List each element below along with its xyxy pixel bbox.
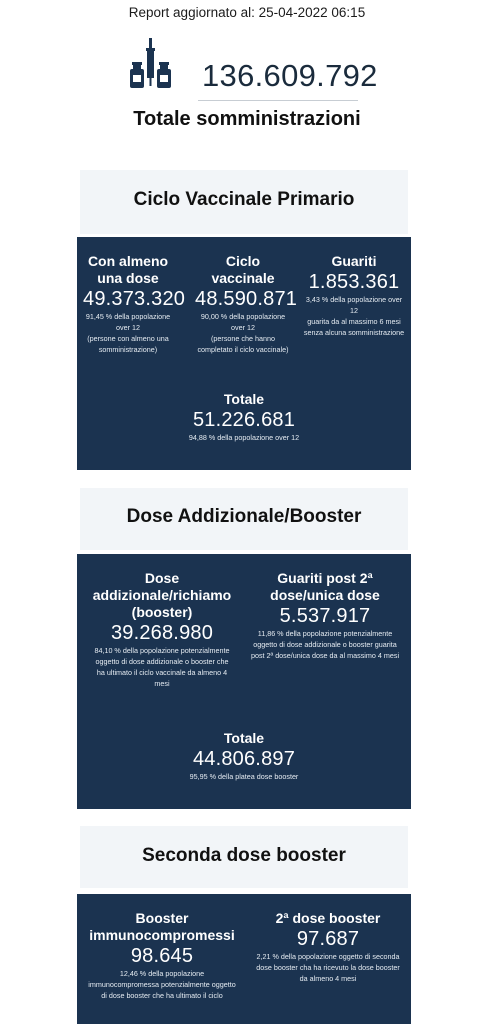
booster-header: Dose Addizionale/Booster — [80, 488, 408, 550]
immuno-booster-label: Booster immunocompromessi — [89, 910, 235, 943]
booster-dose-label: Dose addizionale/richiamo (booster) — [92, 570, 232, 620]
booster-total-percent: 95,95 % della platea dose booster — [189, 772, 299, 781]
booster-dose-note: 84,10 % della popolazione potenzialmente oggetto di dose addizionale o booster che ha ultimato il ciclo vaccinale da almeno 4 mesi — [94, 646, 230, 688]
first-dose-label: Con almeno una dose — [87, 253, 169, 286]
full-cycle-value: 48.590.871 — [195, 288, 298, 310]
first-dose-percent: 91,45 % della popolazione over 12 — [85, 312, 171, 332]
immuno-booster-value: 98.645 — [130, 945, 194, 967]
booster-total-value: 44.806.897 — [192, 748, 296, 770]
recovered-post-stat — [249, 570, 401, 661]
second-booster-value: 97.687 — [296, 928, 360, 950]
full-cycle-stat — [195, 253, 298, 355]
recovered-post-value: 5.537.917 — [279, 605, 371, 627]
hero-divider — [198, 100, 358, 101]
primary-cycle-header: Ciclo Vaccinale Primario — [80, 170, 408, 234]
booster-dose-value: 39.268.980 — [110, 622, 214, 644]
recovered-stat — [303, 253, 405, 338]
vaccine-vials-icon — [130, 38, 172, 90]
immuno-booster-stat — [87, 910, 237, 1001]
primary-cycle-panel — [77, 237, 411, 470]
total-administrations-label: Totale somministrazioni — [133, 108, 361, 130]
first-dose-stat — [83, 253, 186, 355]
full-cycle-note: (persone che hanno completato il ciclo vaccinale) — [197, 334, 289, 354]
booster-total-stat — [157, 730, 331, 782]
second-booster-stat — [253, 910, 403, 984]
booster-dose-stat — [91, 570, 233, 689]
recovered-post-note: 11,86 % della popolazione potenzialmente oggetto di dose addizionale o booster guarita post 2ª dose/unica dose da al massimo 4 mesi — [250, 629, 400, 660]
second-booster-note: 2,21 % della popolazione oggetto di seconda dose booster cha ha ricevuto la dose booster da almeno 4 mesi — [256, 952, 400, 983]
full-cycle-label: Ciclo vaccinale — [211, 253, 275, 286]
immuno-booster-note: 12,46 % della popolazione immunocompromessa potenzialmente oggetto di dose booster che ha ultimato il ciclo — [88, 969, 236, 1000]
primary-total-stat — [157, 391, 331, 443]
first-dose-note: (persone con almeno una somministrazione) — [87, 334, 169, 354]
recovered-label: Guariti — [331, 253, 377, 269]
first-dose-value: 49.373.320 — [83, 288, 186, 310]
recovered-percent: 3,43 % della popolazione over 12 — [305, 295, 403, 315]
primary-total-percent: 94,88 % della popolazione over 12 — [188, 433, 300, 442]
primary-total-label: Totale — [223, 391, 265, 407]
recovered-value: 1.853.361 — [308, 271, 400, 293]
full-cycle-percent: 90,00 % della popolazione over 12 — [200, 312, 286, 332]
second-booster-label: 2ª dose booster — [275, 910, 381, 926]
total-administrations-value: 136.609.792 — [202, 58, 378, 93]
booster-panel — [77, 554, 411, 809]
report-updated-label: Report aggiornato al: 25-04-2022 06:15 — [128, 5, 366, 20]
booster-total-label: Totale — [223, 730, 265, 746]
recovered-note: guarita da al massimo 6 mesi senza alcuna somministrazione — [303, 317, 405, 337]
second-booster-panel — [77, 894, 411, 1024]
recovered-post-label: Guariti post 2ª dose/unica dose — [270, 570, 380, 603]
primary-total-value: 51.226.681 — [192, 409, 296, 431]
second-booster-header: Seconda dose booster — [80, 826, 408, 888]
